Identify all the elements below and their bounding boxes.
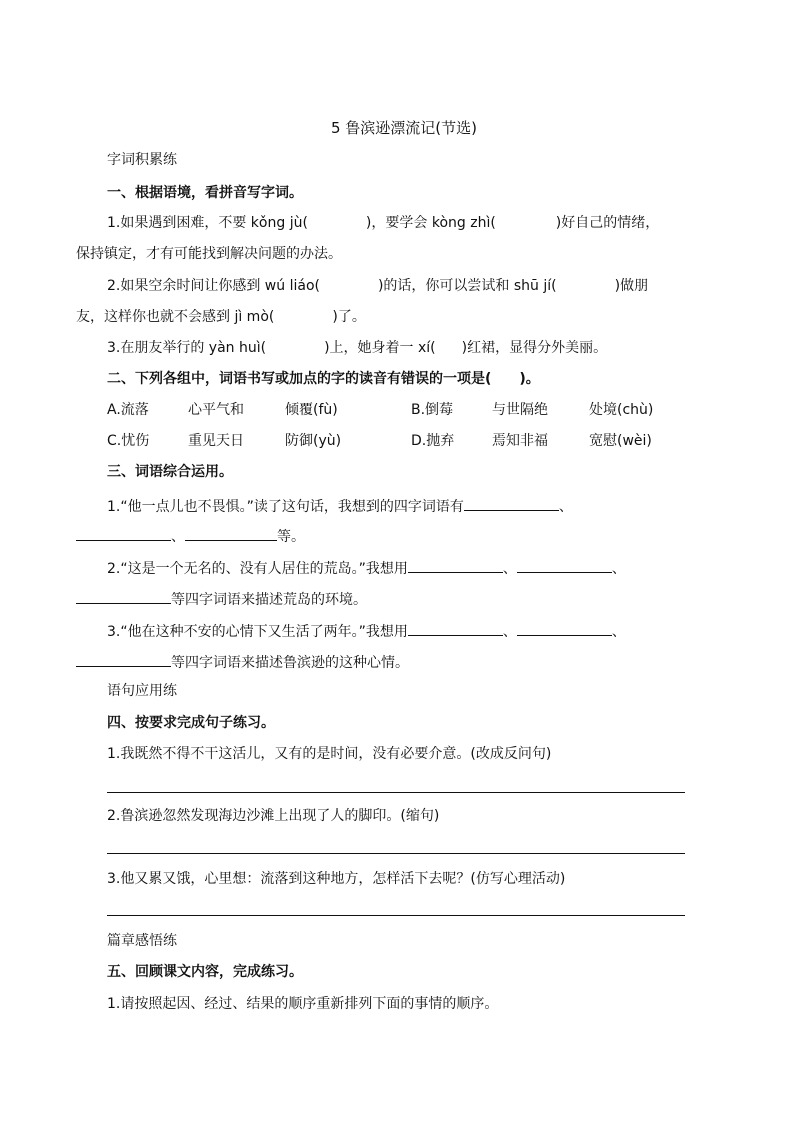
q4-item-1: 1.我既然不得不干这活儿，又有的是时间，没有必要介意。(改成反问句) bbox=[107, 746, 552, 762]
option-b-word-2: 与世隔绝 bbox=[492, 402, 548, 418]
option-a-word-3: 倾覆(fù) bbox=[285, 402, 338, 418]
answer-blank[interactable] bbox=[517, 556, 612, 573]
question-1-heading: 一、根据语境，看拼音写字词。 bbox=[107, 185, 303, 201]
option-c-word-2: 重见天日 bbox=[188, 433, 244, 449]
q1-line-1: 1.如果遇到困难，不要 kǒng jù( )，要学会 kòng zhì( )好自己的情绪， bbox=[107, 215, 660, 231]
option-c-word-3: 防御(yù) bbox=[285, 433, 342, 449]
option-d-word-3: 宽慰(wèi) bbox=[589, 433, 652, 449]
section-heading-vocabulary: 字词积累练 bbox=[107, 152, 177, 168]
answer-line[interactable] bbox=[107, 853, 685, 854]
answer-blank[interactable] bbox=[76, 650, 171, 667]
q3-item-3: 3.“他在这种不安的心情下又生活了两年。”我想用 、 、 bbox=[107, 619, 626, 642]
question-4-heading: 四、按要求完成句子练习。 bbox=[107, 715, 275, 731]
answer-blank[interactable] bbox=[517, 619, 612, 636]
option-b-word-1: B.倒莓 bbox=[411, 402, 454, 418]
q3-item-1-cont: 、 等。 bbox=[76, 524, 305, 547]
question-3-heading: 三、词语综合运用。 bbox=[107, 464, 233, 480]
answer-blank[interactable] bbox=[408, 556, 503, 573]
q5-item-1: 1.请按照起因、经过、结果的顺序重新排列下面的事情的顺序。 bbox=[107, 996, 499, 1012]
q1-line-2: 保持镇定，才有可能找到解决问题的办法。 bbox=[76, 246, 342, 262]
q1-line-5: 3.在朋友举行的 yàn huì( )上，她身着一 xí( )红裙，显得分外美丽。 bbox=[107, 340, 608, 356]
option-d-word-1: D.抛弃 bbox=[411, 433, 455, 449]
q4-item-3: 3.他又累又饿，心里想：流落到这种地方，怎样活下去呢？(仿写心理活动) bbox=[107, 871, 566, 887]
question-2-heading: 二、下列各组中，词语书写或加点的字的读音有错误的一项是( )。 bbox=[107, 371, 540, 387]
answer-line[interactable] bbox=[107, 915, 685, 916]
answer-blank[interactable] bbox=[408, 619, 503, 636]
option-a-word-1: A.流落 bbox=[107, 402, 149, 418]
section-heading-sentences: 语句应用练 bbox=[107, 683, 177, 699]
q4-item-2: 2.鲁滨逊忽然发现海边沙滩上出现了人的脚印。(缩句) bbox=[107, 808, 440, 824]
option-c-word-1: C.忧伤 bbox=[107, 433, 150, 449]
page-title: 5 鲁滨逊漂流记(节选) bbox=[331, 119, 478, 137]
answer-blank[interactable] bbox=[185, 524, 277, 541]
question-5-heading: 五、回顾课文内容，完成练习。 bbox=[107, 964, 303, 980]
option-b-word-3: 处境(chù) bbox=[589, 402, 654, 418]
q3-item-1: 1.“他一点儿也不畏惧。”读了这句话，我想到的四字词语有 、 bbox=[107, 494, 573, 517]
option-a-word-2: 心平气和 bbox=[188, 402, 244, 418]
q3-item-2-cont: 等四字词语来描述荒岛的环境。 bbox=[76, 587, 367, 610]
answer-blank[interactable] bbox=[464, 494, 559, 511]
q1-line-3: 2.如果空余时间让你感到 wú liáo( )的话，你可以尝试和 shū jí( )做朋 bbox=[107, 278, 649, 294]
section-heading-comprehension: 篇章感悟练 bbox=[107, 933, 177, 949]
q3-item-2: 2.“这是一个无名的、没有人居住的荒岛。”我想用 、 、 bbox=[107, 556, 626, 579]
option-d-word-2: 焉知非福 bbox=[492, 433, 548, 449]
answer-line[interactable] bbox=[107, 792, 685, 793]
q3-item-3-cont: 等四字词语来描述鲁滨逊的这种心情。 bbox=[76, 650, 409, 673]
q1-line-4: 友，这样你也就不会感到 jì mò( )了。 bbox=[76, 309, 366, 325]
answer-blank[interactable] bbox=[76, 587, 171, 604]
answer-blank[interactable] bbox=[76, 524, 171, 541]
